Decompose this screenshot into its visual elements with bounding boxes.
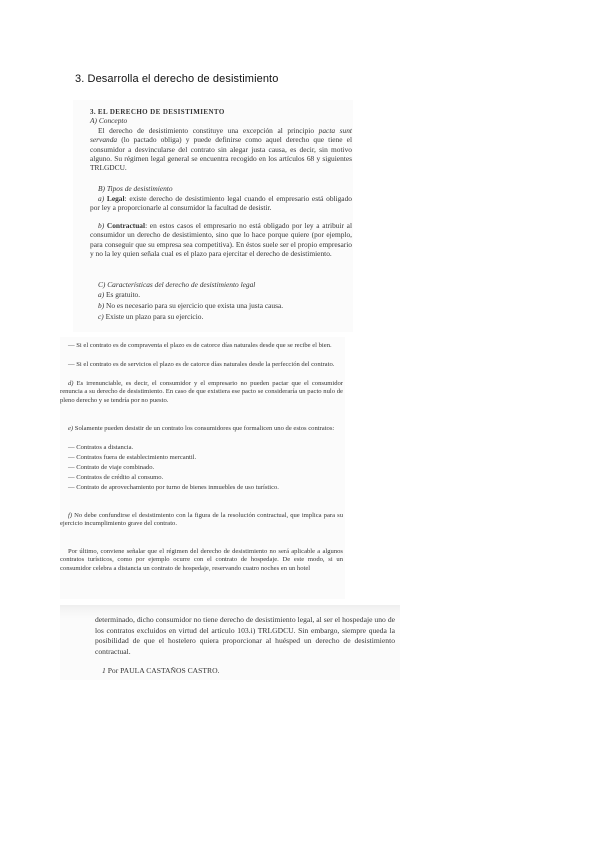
subheading-concepto: A) Concepto bbox=[90, 116, 128, 125]
scan-excerpt-3 bbox=[60, 605, 400, 680]
list-item bbox=[98, 312, 352, 321]
section-number: 3. bbox=[90, 108, 97, 116]
paragraph-por-ultimo: Por último, conviene señalar que el régimen del derecho de desistimiento no será aplicable a algunos contratos turísticos, como por ejemplo ocurre con el contrato de hospedaje. De este modo, si un consumidor celebra a distancia un contrato de hospedaje, reservando cuatro noches en un hotel bbox=[60, 548, 343, 572]
text-run: : en estos casos el empresario no está obligado por ley a atribuir al consumidor un derecho de desistimiento, sino que lo hace porque quiere (por ejemplo, para conseguir que su empresa sea competitiva). En éstos suele ser el propio empresario y no la ley quien señala cual es el plazo para ejercitar el derecho de desistimiento. bbox=[90, 221, 352, 258]
scan-excerpt-2 bbox=[60, 337, 345, 599]
paragraph-contractual bbox=[90, 221, 352, 258]
contract-list-item: — Contratos fuera de establecimiento mercantil. bbox=[68, 454, 197, 461]
contract-list-item: — Contrato de viaje combinado. bbox=[68, 464, 155, 471]
list-marker: a) bbox=[98, 194, 105, 203]
list-item bbox=[98, 290, 352, 299]
text-run: No es necesario para su ejercicio que exista una justa causa. bbox=[106, 301, 284, 310]
text-run: No debe confundirse el desistimiento con la figura de la resolución contractual, que implica para su ejercicio incumplimiento grave del contrato. bbox=[60, 512, 343, 528]
text-run: Es irrenunciable, es decir, el consumidor y el empresario no pueden pactar que el consumidor renuncia a su derecho de desistimiento. En caso de que existiera ese pacto se consideraría un pacto nulo de pleno derecho y se tendría por no puesto. bbox=[60, 380, 343, 404]
paragraph-plazo-servicios: — Si el contrato es de servicios el plazo es de catorce días naturales desde la perfección del contrato. bbox=[68, 361, 335, 368]
text-run: Existe un plazo para su ejercicio. bbox=[105, 312, 204, 321]
paragraph-concepto bbox=[90, 126, 352, 172]
latin-phrase: pacta sunt servanda bbox=[90, 126, 352, 145]
list-marker: b) bbox=[98, 301, 105, 310]
list-marker: b) bbox=[98, 221, 105, 230]
list-marker: c) bbox=[98, 312, 104, 321]
paragraph-plazo-compraventa: — Si el contrato es de compraventa el plazo es de catorce días naturales desde que se recibe el bien. bbox=[68, 342, 332, 349]
contract-list-item: — Contrato de aprovechamiento por turno de bienes inmuebles de uso turístico. bbox=[68, 484, 279, 491]
list-item bbox=[98, 301, 352, 310]
contract-list-item: — Contratos a distancia. bbox=[68, 444, 134, 451]
paragraph-resolucion bbox=[60, 512, 343, 529]
paragraph-consumidores bbox=[60, 425, 343, 433]
text-run: : existe derecho de desistimiento legal cuando el empresario está obligado por ley a proporcionarle al consumidor la facultad de desistir. bbox=[90, 194, 352, 213]
signature-text: Por PAULA CASTAÑOS CASTRO. bbox=[107, 666, 220, 675]
subheading-tipos: B) Tipos de desistimiento bbox=[98, 184, 173, 193]
question-heading: 3. Desarrolla el derecho de desistimiento bbox=[75, 73, 279, 85]
text-run: Solamente pueden desistir de un contrato los consumidores que formalicen uno de estos contratos: bbox=[74, 425, 335, 432]
section-title-text: EL DERECHO DE DESISTIMIENTO bbox=[97, 108, 225, 116]
text-run: Es gratuito. bbox=[106, 290, 141, 299]
contract-list-item: — Contratos de crédito al consumo. bbox=[68, 474, 164, 481]
list-marker: d) bbox=[68, 380, 74, 387]
bold-term: Legal bbox=[106, 194, 125, 203]
list-marker: f) bbox=[68, 512, 73, 519]
author-signature bbox=[102, 666, 392, 677]
paragraph-legal bbox=[90, 194, 352, 213]
signature-marker: 1 bbox=[102, 666, 106, 675]
list-marker: a) bbox=[98, 290, 105, 299]
bold-term: Contractual bbox=[106, 221, 146, 230]
list-marker: e) bbox=[68, 425, 74, 432]
paragraph-hospedaje: determinado, dicho consumidor no tiene derecho de desistimiento legal, al ser el hospedaje uno de los contratos excluidos en virtud del artículo 103.i) TRLGDCU. Sin embargo, siempre queda la posibilidad de que el hostelero quiera proporcionar al huésped un derecho de desistimiento contractual. bbox=[95, 615, 395, 656]
paragraph-irrenunciable bbox=[60, 380, 343, 405]
scan-excerpt-1 bbox=[73, 100, 353, 332]
text-run: (lo pactado obliga) y puede definirse como aquel derecho que tiene el consumidor a desvincularse del contrato sin alegar justa causa, es decir, sin motivo alguno. Su régimen legal general se encuentra recogido en los artículos 68 y siguientes TRLGDCU. bbox=[90, 135, 352, 173]
subheading-caracteristicas: C) Características del derecho de desistimiento legal bbox=[98, 280, 256, 289]
text-run: El derecho de desistimiento constituye una excepción al principio bbox=[98, 126, 315, 135]
